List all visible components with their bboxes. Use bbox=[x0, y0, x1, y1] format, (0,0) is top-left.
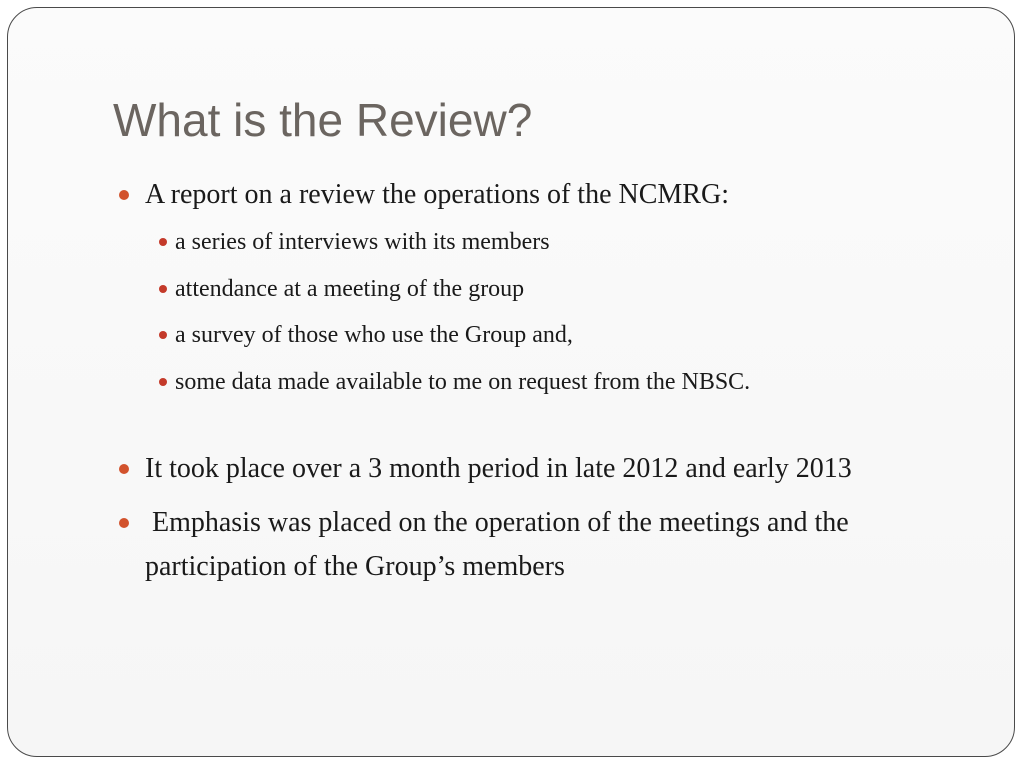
sub-bullet-dot-icon bbox=[159, 331, 167, 339]
sub-bullet-list bbox=[113, 219, 973, 405]
sub-bullet-text: a series of interviews with its members bbox=[175, 229, 550, 255]
sub-bullet-dot-icon bbox=[159, 378, 167, 386]
sub-bullet-dot-icon bbox=[159, 238, 167, 246]
sub-bullet-text: some data made available to me on request from the NBSC. bbox=[175, 368, 751, 395]
slide-frame bbox=[7, 7, 1015, 757]
sub-bullet-text: attendance at a meeting of the group bbox=[175, 275, 525, 302]
bullet-text: It took place over a 3 month period in late 2012 and early 2013 bbox=[145, 453, 852, 484]
sub-bullet-item bbox=[113, 312, 973, 359]
sub-bullet-item bbox=[113, 219, 973, 266]
bullet-item bbox=[113, 501, 973, 589]
bullet-dot-icon bbox=[119, 190, 129, 200]
bullet-dot-icon bbox=[119, 518, 129, 528]
slide-content bbox=[113, 173, 973, 589]
sub-bullet-item bbox=[113, 266, 973, 313]
bullet-item bbox=[113, 173, 973, 217]
sub-bullet-item bbox=[113, 359, 973, 406]
bullet-dot-icon bbox=[119, 464, 129, 474]
sub-bullet-dot-icon bbox=[159, 285, 167, 293]
bullet-text: Emphasis was placed on the operation of the meetings and the participation of the Group’s members bbox=[145, 507, 856, 582]
spacer bbox=[113, 405, 973, 447]
bullet-text: A report on a review the operations of the NCMRG: bbox=[145, 179, 729, 210]
slide-title: What is the Review? bbox=[113, 94, 533, 146]
sub-bullet-text: a survey of those who use the Group and, bbox=[175, 322, 573, 348]
bullet-item bbox=[113, 447, 973, 491]
spacer bbox=[113, 491, 973, 501]
